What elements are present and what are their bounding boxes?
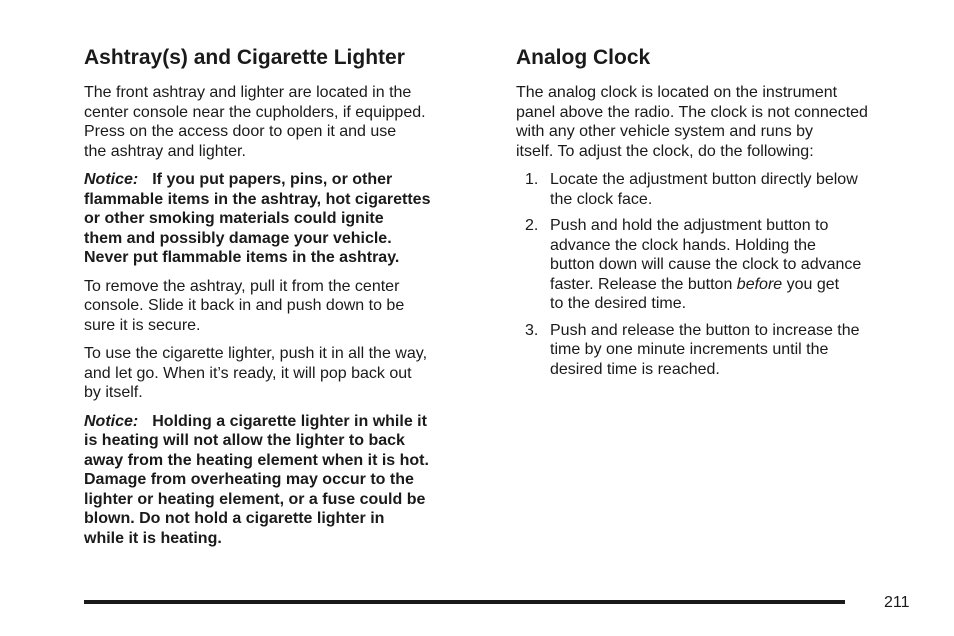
footer-divider — [84, 600, 845, 604]
paragraph-use-lighter: To use the cigarette lighter, push it in all the way, and let go. When it’s ready, it will pop back out by itself. — [84, 345, 428, 401]
list-item — [516, 321, 916, 380]
step-text: Push and release the button to increase the time by one minute increments until the desired time is reached. — [550, 321, 860, 378]
step-text: you get to the desired time. — [550, 275, 840, 312]
section-heading-ashtray: Ashtray(s) and Cigarette Lighter — [84, 46, 405, 69]
step-number: 3. — [525, 321, 539, 339]
notice-flammable-items — [84, 170, 480, 268]
page-number: 211 — [884, 594, 910, 611]
step-text: Push and hold the adjustment button to advance the clock hands. Holding the button down will cause the clock to advance faster. Release the button — [550, 217, 862, 293]
notice-lighter-heating — [84, 412, 480, 549]
step-emphasis: before — [736, 275, 783, 293]
notice-label: Notice: — [84, 171, 139, 188]
paragraph-clock-location: The analog clock is located on the instrument panel above the radio. The clock is not connected with any other vehicle system and runs by itself. To adjust the clock, do the following: — [516, 84, 868, 160]
notice-text: If you put papers, pins, or other flammable items in the ashtray, hot cigarettes or other smoking materials could ignite them and possibly damage your vehicle. Never put flammable items in the ashtray. — [84, 171, 431, 266]
left-column — [84, 43, 480, 557]
notice-label: Notice: — [84, 412, 139, 430]
notice-text: Holding a cigarette lighter in while it is heating will not allow the lighter to back away from the heating element when it is hot. Damage from overheating may occur to the lighter or heating element, or a fuse could be blown. Do not hold a cigarette lighter in while it is heating. — [84, 412, 429, 547]
list-item — [516, 216, 916, 314]
right-column — [516, 43, 916, 386]
section-heading-clock: Analog Clock — [516, 46, 651, 69]
paragraph-remove-ashtray: To remove the ashtray, pull it from the center console. Slide it back in and push down to be sure it is secure. — [84, 277, 405, 334]
step-number: 1. — [525, 171, 539, 188]
clock-adjust-steps — [516, 170, 916, 379]
step-number: 2. — [525, 217, 539, 234]
step-text: Locate the adjustment button directly below the clock face. — [550, 171, 858, 208]
paragraph-ashtray-location: The front ashtray and lighter are located in the center console near the cupholders, if equipped. Press on the access door to open it and use the ashtray and lighter. — [84, 84, 426, 160]
list-item — [516, 170, 916, 209]
